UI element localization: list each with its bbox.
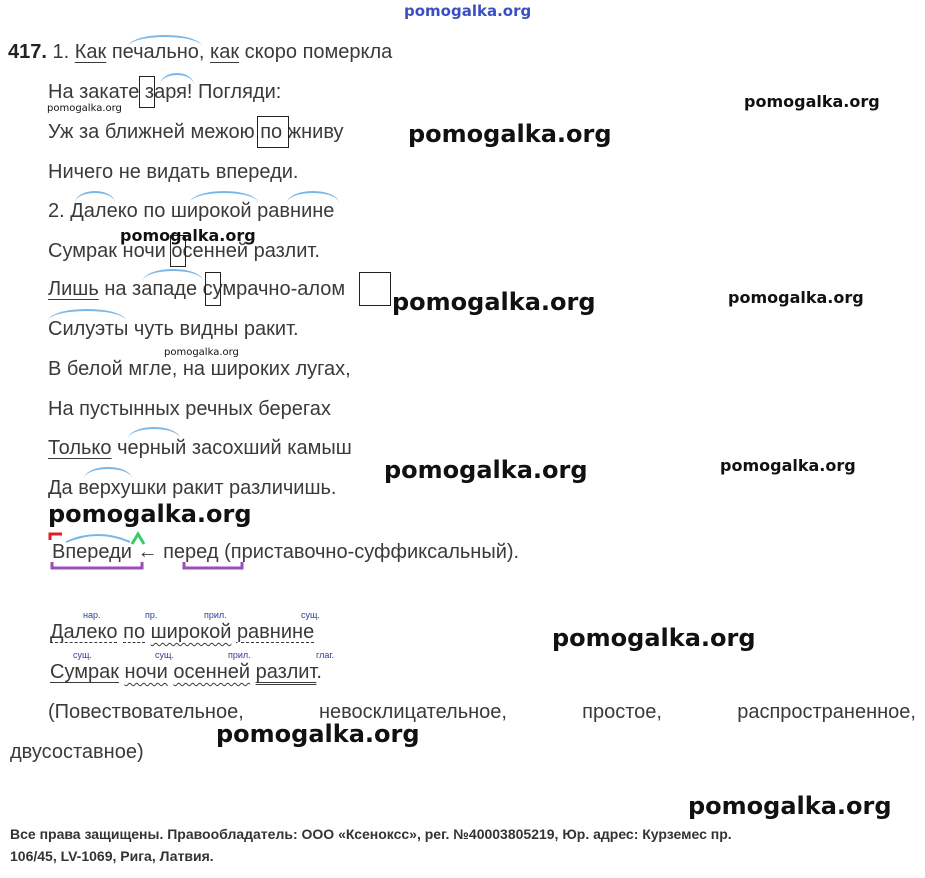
word-kak-2: как [210, 41, 240, 63]
word-preposition: по [123, 621, 146, 643]
word-kak-1: Как [74, 41, 107, 63]
poem2-line4: Силуэты чуть видны ракит. [48, 318, 299, 340]
pos-tag: прил. [228, 650, 251, 660]
root-arc [128, 35, 202, 47]
morpheme-marks [48, 528, 248, 574]
text-fragment: Далеко по широкой равнине [70, 200, 335, 222]
poem2-line2: Сумрак ночи осенней разлит. [48, 240, 320, 262]
ending-box [359, 272, 391, 306]
pos-tag: сущ. [301, 610, 320, 620]
poem2-marker: 2. [48, 200, 65, 222]
poem2-line6: На пустынных речных берегах [48, 398, 331, 420]
poem2-line7 [48, 436, 352, 460]
pos-tag: сущ. [73, 650, 92, 660]
poem1-line3: Уж за ближней межою по жниву [48, 121, 344, 143]
ending-box [205, 272, 221, 306]
footer-line1: Все права защищены. Правообладатель: ООО «Ксеноксс», рег. №40003805219, Юр. адрес: Курземес пр. [10, 826, 732, 842]
word-predicate: разлит [255, 661, 317, 683]
watermark: pomogalka.org [392, 288, 596, 316]
watermark: pomogalka.org [720, 456, 856, 475]
parse-line1 [50, 620, 314, 644]
footer-line2: 106/45, LV-1069, Рига, Латвия. [10, 848, 214, 864]
pos-tag: прил. [204, 610, 227, 620]
root-arc [190, 191, 258, 203]
word-adverbial: Далеко [50, 621, 118, 643]
header-watermark: pomogalka.org [404, 2, 532, 20]
watermark: pomogalka.org [552, 624, 756, 652]
watermark: pomogalka.org [120, 226, 256, 245]
period: . [316, 661, 322, 683]
pos-tag: сущ. [155, 650, 174, 660]
word-subject: Сумрак [50, 661, 119, 683]
pos-tag: пр. [145, 610, 158, 620]
poem2-line8: Да верхушки ракит различишь. [48, 477, 337, 499]
parse-line2 [50, 660, 322, 684]
stem-mark [184, 562, 242, 568]
base-word: перед [163, 541, 219, 563]
formation-method: (приставочно-суффиксальный). [224, 541, 520, 563]
watermark: pomogalka.org [384, 456, 588, 484]
watermark: pomogalka.org [408, 120, 612, 148]
root-arc [66, 535, 130, 542]
pos-tag: глаг. [316, 650, 335, 660]
poem1-line2: На закате заря! Погляди: [48, 81, 282, 103]
text-fragment: скоро померкла [239, 41, 393, 63]
watermark: pomogalka.org [47, 103, 122, 114]
watermark: pomogalka.org [688, 792, 892, 820]
word-attribute: широкой [150, 621, 232, 643]
root-arc [84, 467, 132, 479]
word-tolko: Только [48, 437, 112, 459]
task-number: 417. [8, 41, 47, 63]
watermark: pomogalka.org [48, 500, 252, 528]
word-lish: Лишь [48, 278, 99, 300]
suffix-mark [132, 534, 144, 544]
poem1-line4: Ничего не видать впереди. [48, 161, 299, 183]
root-arc [287, 191, 339, 203]
root-arc [48, 309, 126, 321]
root-arc [75, 191, 115, 203]
watermark: pomogalka.org [728, 288, 864, 307]
pos-tag: нар. [83, 610, 101, 620]
poem2-line5: В белой мгле, на широких лугах, [48, 358, 351, 380]
derived-word: Впереди [52, 541, 132, 563]
word-attribute: ночи [124, 661, 168, 683]
text-fragment: черный засохший камыш [111, 437, 352, 459]
text-fragment: на западе сумрачно-алом [98, 278, 346, 300]
prefix-mark [50, 534, 62, 540]
derivation-arrow: ← [137, 541, 158, 563]
copyright-footer [10, 823, 915, 867]
root-arc [128, 427, 180, 439]
word-noun: равнине [236, 621, 315, 643]
watermark: pomogalka.org [744, 92, 880, 111]
poem1-marker: 1. [52, 41, 70, 63]
sentence-description-end: двусоставное) [10, 741, 144, 763]
ending-box [257, 116, 289, 148]
ending-box [139, 76, 155, 108]
root-arc [143, 269, 203, 281]
watermark: pomogalka.org [216, 720, 420, 748]
stem-mark [52, 562, 142, 568]
root-arc [160, 73, 194, 85]
text-fragment: печально, [106, 41, 211, 63]
word-attribute: осенней [173, 661, 251, 683]
sentence-description: (Повествовательное, невосклицательное, простое, распространенное, [48, 701, 916, 723]
watermark: pomogalka.org [164, 347, 239, 358]
